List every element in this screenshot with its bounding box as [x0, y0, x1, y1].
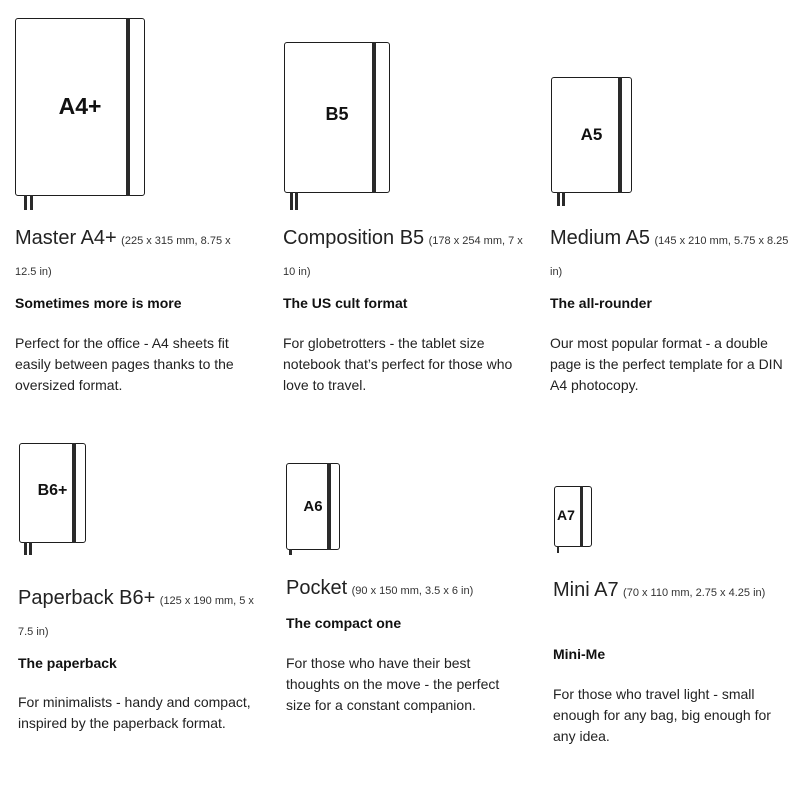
notebook-illustration-a6: [286, 463, 340, 550]
cover-label: B5: [325, 104, 349, 124]
product-title[interactable]: [15, 223, 255, 287]
product-dimensions: (178 x 254 mm, 7 x 10 in): [283, 235, 523, 278]
cover-label: A4+: [58, 93, 102, 119]
product-name: Composition B5: [283, 227, 425, 249]
bookmark-ribbon: [30, 195, 33, 210]
product-name: Mini A7: [553, 579, 619, 601]
bookmark-ribbon: [289, 549, 292, 555]
product-description: For those who have their best thoughts on the move - the perfect size for a constant companion.: [286, 655, 500, 713]
product-description: For those who travel light - small enough for any bag, big enough for any idea.: [553, 686, 771, 744]
notebook-illustration-a7: [554, 486, 592, 547]
product-tagline: The compact one: [286, 615, 402, 631]
notebook-illustration-a4plus: [15, 18, 145, 196]
product-tagline: Mini-Me: [553, 646, 606, 662]
product-dimensions: (145 x 210 mm, 5.75 x 8.25 in): [550, 235, 789, 278]
product-tagline: Sometimes more is more: [15, 295, 182, 311]
product-name: Pocket: [286, 577, 348, 599]
product-title[interactable]: [283, 223, 523, 287]
product-title[interactable]: [553, 575, 788, 608]
product-description: Perfect for the office - A4 sheets fit easily between pages thanks to the oversized format.: [15, 335, 234, 393]
notebook-illustration-a5: [551, 77, 632, 193]
product-tagline: The US cult format: [283, 295, 408, 311]
cover-label: A5: [580, 125, 603, 144]
product-title[interactable]: [550, 223, 795, 287]
product-description: Our most popular format - a double page is the perfect template for a DIN A4 photocopy.: [550, 335, 783, 393]
product-name: Master A4+: [15, 227, 117, 249]
product-title[interactable]: [18, 583, 258, 647]
product-description: For minimalists - handy and compact, inspired by the paperback format.: [18, 694, 251, 731]
product-dimensions: (225 x 315 mm, 8.75 x 12.5 in): [15, 235, 231, 278]
product-description: For globetrotters - the tablet size notebook that’s perfect for those who love to travel.: [283, 335, 513, 393]
product-title[interactable]: [286, 573, 526, 606]
product-dimensions: (90 x 150 mm, 3.5 x 6 in): [351, 585, 474, 597]
cover-label: A7: [557, 507, 575, 523]
bookmark-ribbon: [557, 546, 559, 553]
product-tagline: The paperback: [18, 655, 117, 671]
bookmark-ribbon: [290, 192, 293, 210]
bookmark-ribbon: [24, 195, 27, 210]
bookmark-ribbon: [295, 192, 298, 210]
bookmark-ribbon: [29, 542, 32, 555]
product-dimensions: (70 x 110 mm, 2.75 x 4.25 in): [623, 587, 766, 599]
product-name: Paperback B6+: [18, 587, 156, 609]
product-dimensions: (125 x 190 mm, 5 x 7.5 in): [18, 595, 254, 638]
bookmark-ribbon: [562, 192, 565, 206]
product-tagline: The all-rounder: [550, 295, 652, 311]
bookmark-ribbon: [24, 542, 27, 555]
cover-label: B6+: [37, 482, 68, 499]
cover-label: A6: [303, 498, 323, 515]
notebook-illustration-b5: [284, 42, 390, 193]
product-name: Medium A5: [550, 227, 651, 249]
notebook-illustration-b6plus: [19, 443, 86, 543]
bookmark-ribbon: [557, 192, 560, 206]
